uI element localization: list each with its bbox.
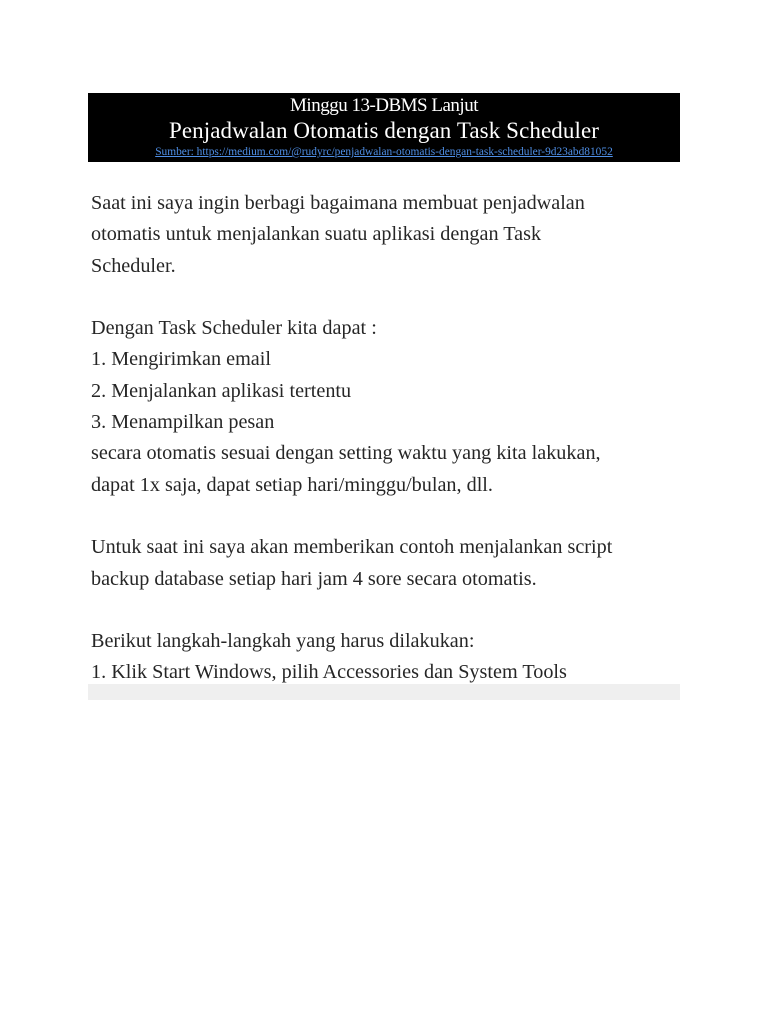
source-link[interactable]: Sumber: https://medium.com/@rudyrc/penjadwalan-otomatis-dengan-task-scheduler-9d23abd81052 xyxy=(155,146,613,158)
auto-line: dapat 1x saja, dapat setiap hari/minggu/bulan, dll. xyxy=(91,473,493,496)
example-line: backup database setiap hari jam 4 sore secara otomatis. xyxy=(91,567,537,590)
auto-line: secara otomatis sesuai dengan setting waktu yang kita lakukan, xyxy=(91,442,601,465)
document-title: Penjadwalan Otomatis dengan Task Scheduler xyxy=(168,118,600,143)
week-label: Minggu 13-DBMS Lanjut xyxy=(290,95,478,116)
document-body xyxy=(91,188,681,689)
paragraph-gap xyxy=(91,501,681,532)
paragraph-gap xyxy=(91,282,681,313)
list-item: 1. Mengirimkan email xyxy=(91,348,271,371)
can-do-heading: Dengan Task Scheduler kita dapat : xyxy=(91,317,377,340)
intro-line: Scheduler. xyxy=(91,254,176,277)
document-header xyxy=(88,93,680,162)
steps-heading: Berikut langkah-langkah yang harus dilakukan: xyxy=(91,630,475,653)
list-item: 3. Menampilkan pesan xyxy=(91,411,275,434)
paragraph-gap xyxy=(91,595,681,626)
intro-line: Saat ini saya ingin berbagi bagaimana membuat penjadwalan xyxy=(91,192,585,214)
example-line: Untuk saat ini saya akan memberikan contoh menjalankan script xyxy=(91,536,613,559)
list-item: 2. Menjalankan aplikasi tertentu xyxy=(91,379,352,402)
intro-line: otomatis untuk menjalankan suatu aplikasi dengan Task xyxy=(91,223,542,246)
step-item: 1. Klik Start Windows, pilih Accessories dan System Tools xyxy=(91,661,567,684)
image-placeholder-strip xyxy=(88,684,680,700)
